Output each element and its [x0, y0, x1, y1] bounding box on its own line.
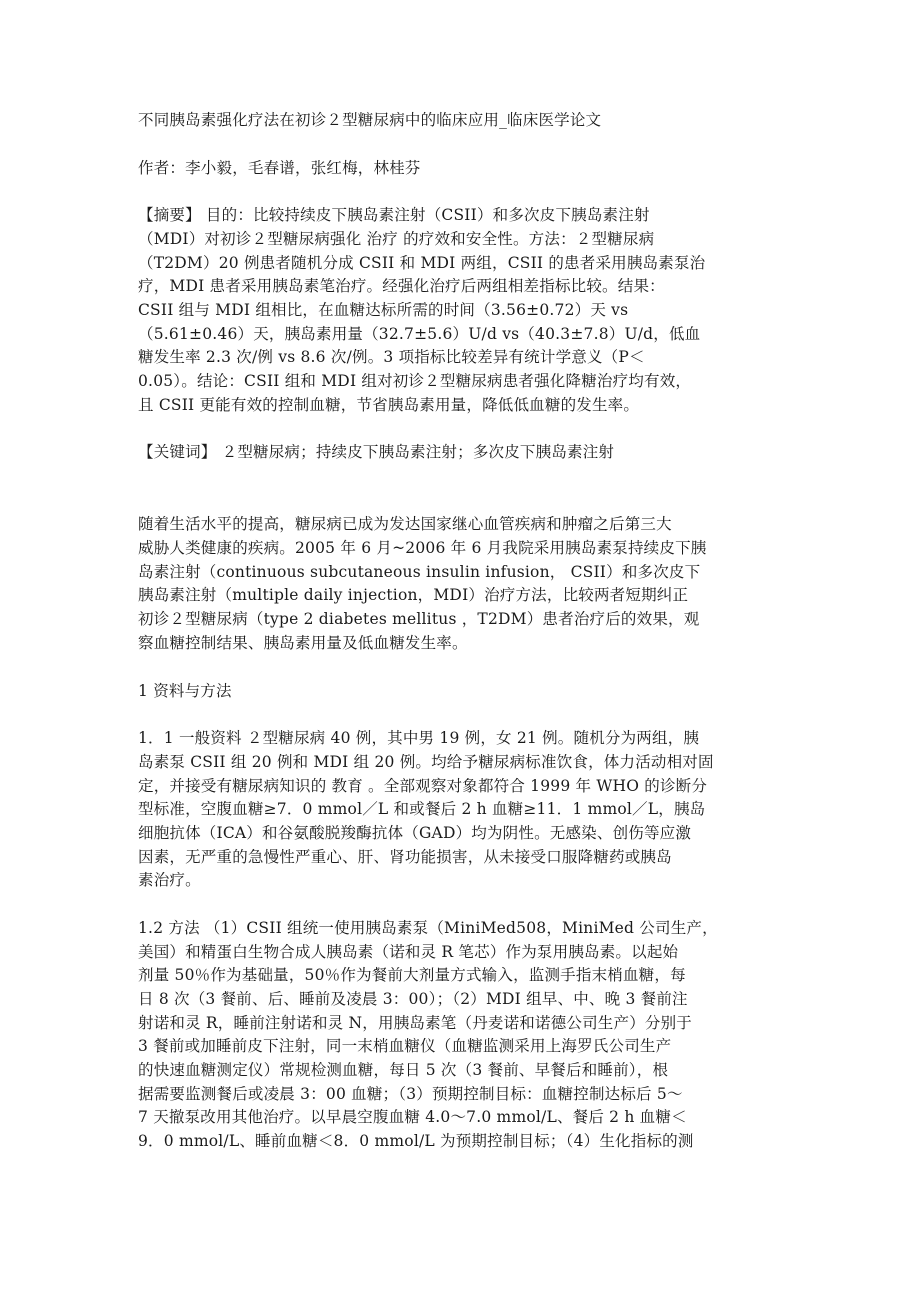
section-1-2-line: 美国）和精蛋白生物合成人胰岛素（诺和灵 R 笔芯）作为泵用胰岛素。以起始	[138, 943, 679, 961]
intro-line: 威胁人类健康的疾病。2005 年 6 月~2006 年 6 月我院采用胰岛素泵持续皮下胰	[138, 539, 707, 557]
abstract-line: 0.05）。结论：CSII 组和 MDI 组对初诊２型糖尿病患者强化降糖治疗均有效，	[138, 372, 692, 390]
abstract-line: （5.61±0.46）天，胰岛素用量（32.7±5.6）U/d vs（40.3±7.8）U/d，低血	[138, 325, 701, 343]
intro-line: 察血糖控制结果、胰岛素用量及低血糖发生率。	[138, 634, 468, 652]
abstract-line: 且 CSII 更能有效的控制血糖，节省胰岛素用量，降低低血糖的发生率。	[138, 396, 640, 414]
section-1-1-line: 因素，无严重的急慢性严重心、肝、肾功能损害，从未接受口服降糖药或胰岛	[138, 848, 672, 866]
section-1-2-line: 9．0 mmol/L、睡前血糖＜8．0 mmol/L 为预期控制目标；（4）生化指标的测	[138, 1132, 694, 1150]
keywords-line: 【关键词】 ２型糖尿病；持续皮下胰岛素注射；多次皮下胰岛素注射	[138, 443, 615, 461]
section-1-1-line: 素治疗。	[138, 871, 201, 889]
section-1-2-line: 据需要监测餐后或凌晨 3：00 血糖；（3）预期控制目标：血糖控制达标后 5～	[138, 1085, 683, 1103]
intro-line: 随着生活水平的提高，糖尿病已成为发达国家继心血管疾病和肿瘤之后第三大	[138, 515, 672, 533]
section-heading: 1 资料与方法	[138, 682, 232, 700]
abstract-line: 【摘要】 目的：比较持续皮下胰岛素注射（CSII）和多次皮下胰岛素注射	[138, 206, 650, 224]
section-1-1-line: 1．1 一般资料 ２型糖尿病 40 例，其中男 19 例，女 21 例。随机分为两组，胰	[138, 729, 700, 747]
intro-line: 胰岛素注射（multiple daily injection，MDI）治疗方法，比较两者短期纠正	[138, 586, 689, 604]
intro-line: 初诊２型糖尿病（type 2 diabetes mellitus ，T2DM）患者治疗后的效果，观	[138, 610, 700, 628]
section-1-2-line: 1.2 方法 （1）CSII 组统一使用胰岛素泵（MiniMed508，MiniMed 公司生产，	[138, 919, 718, 937]
section-1-1-line: 定，并接受有糖尿病知识的 教育 。全部观察对象都符合 1999 年 WHO 的诊断分	[138, 777, 708, 795]
section-1-2-line: 剂量 50％作为基础量，50％作为餐前大剂量方式输入，监测手指末梢血糖，每	[138, 966, 686, 984]
section-1-1-line: 细胞抗体（ICA）和谷氨酸脱羧酶抗体（GAD）均为阴性。无感染、创伤等应激	[138, 824, 692, 842]
abstract-line: CSII 组与 MDI 组相比，在血糖达标所需的时间（3.56±0.72）天 vs	[138, 301, 629, 319]
section-1-2-line: 射诺和灵 R，睡前注射诺和灵 N，用胰岛素笔（丹麦诺和诺德公司生产）分别于	[138, 1014, 692, 1032]
abstract-line: （T2DM）20 例患者随机分成 CSII 和 MDI 两组，CSII 的患者采用胰岛素泵治	[138, 254, 706, 272]
section-1-1-line: 岛素泵 CSII 组 20 例和 MDI 组 20 例。均给予糖尿病标准饮食，体力活动相对固	[138, 753, 714, 771]
section-1-2-line: 的快速血糖测定仪）常规检测血糖，每日 5 次（3 餐前、早餐后和睡前），根	[138, 1061, 669, 1079]
abstract-line: 糖发生率 2.3 次/例 vs 8.6 次/例。3 项指标比较差异有统计学意义（P＜	[138, 348, 645, 366]
authors-line: 作者：李小毅，毛春谱，张红梅，林桂芬	[138, 159, 421, 177]
abstract-line: 疗，MDI 患者采用胰岛素笔治疗。经强化治疗后两组相差指标比较。结果：	[138, 277, 665, 295]
section-1-1-line: 型标准，空腹血糖≥7．0 mmol／L 和或餐后 2 h 血糖≥11．1 mmol／L，胰岛	[138, 800, 706, 818]
intro-line: 岛素注射（continuous subcutaneous insulin infusion， CSII）和多次皮下	[138, 563, 701, 581]
section-1-2-line: 日 8 次（3 餐前、后、睡前及凌晨 3：00）；（2）MDI 组早、中、晚 3 餐前注	[138, 990, 688, 1008]
section-1-2-line: 3 餐前或加睡前皮下注射，同一末梢血糖仪（血糖监测采用上海罗氏公司生产	[138, 1037, 672, 1055]
abstract-line: （MDI）对初诊２型糖尿病强化 治疗 的疗效和安全性。方法：２型糖尿病	[138, 230, 655, 248]
section-1-2-line: 7 天撤泵改用其他治疗。以早晨空腹血糖 4.0～7.0 mmol/L、餐后 2 h 血糖＜	[138, 1108, 687, 1126]
document-title: 不同胰岛素强化疗法在初诊２型糖尿病中的临床应用_临床医学论文	[138, 111, 602, 129]
